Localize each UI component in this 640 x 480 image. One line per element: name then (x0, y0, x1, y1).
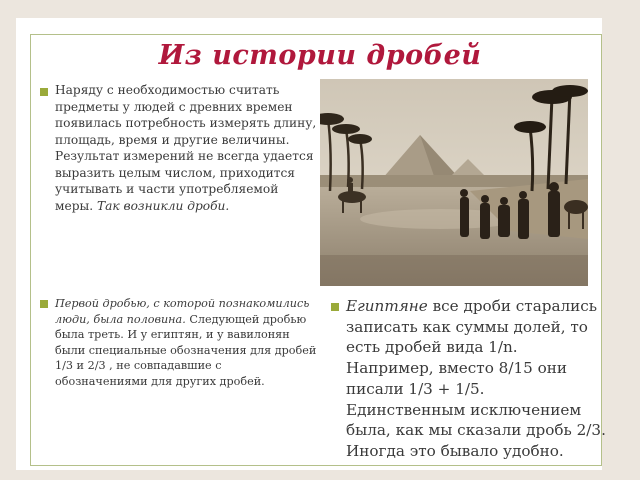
bullet-marker (40, 88, 48, 96)
paragraph-italic-head: Египтяне (346, 297, 428, 315)
photo-foreground (320, 255, 588, 286)
paragraph-measurements (55, 82, 317, 214)
paragraph-italic-tail: Так возникли дроби. (96, 198, 230, 213)
egypt-pyramids-photo (320, 79, 588, 286)
paragraph-first-fraction (55, 296, 317, 389)
paragraph-text: Следующей дробью была треть. И у египтян, и у вавилонян были специальные обозначения для дробей 1/3 и 2/3 , не совпадавшие с обозначениями для других дробей. (55, 312, 317, 388)
paragraph-italic-head: Первой дробью, с которой познакомились люди, была половина. (55, 297, 310, 326)
paragraph-text: Наряду с необходимостью считать предметы у людей с древних времен появилась потребность измерять длину, площадь, время и другие величины. Результат измерений не всегда удается выразить целым числом, приходится учитывать и части употребляемой меры. (55, 83, 317, 213)
paragraph-text: все дроби старались записать как суммы долей, то есть дробей вида 1/n. Например, вместо 8/15 они писали 1/3 + 1/5. Единственным исключением была, как мы сказали дробь 2/3. Иногда это бывало удобно. (346, 297, 606, 460)
paragraph-egyptians (346, 296, 608, 462)
bullet-marker (331, 303, 339, 311)
slide-title: Из истории дробей (158, 40, 482, 71)
bullet-marker (40, 300, 48, 308)
